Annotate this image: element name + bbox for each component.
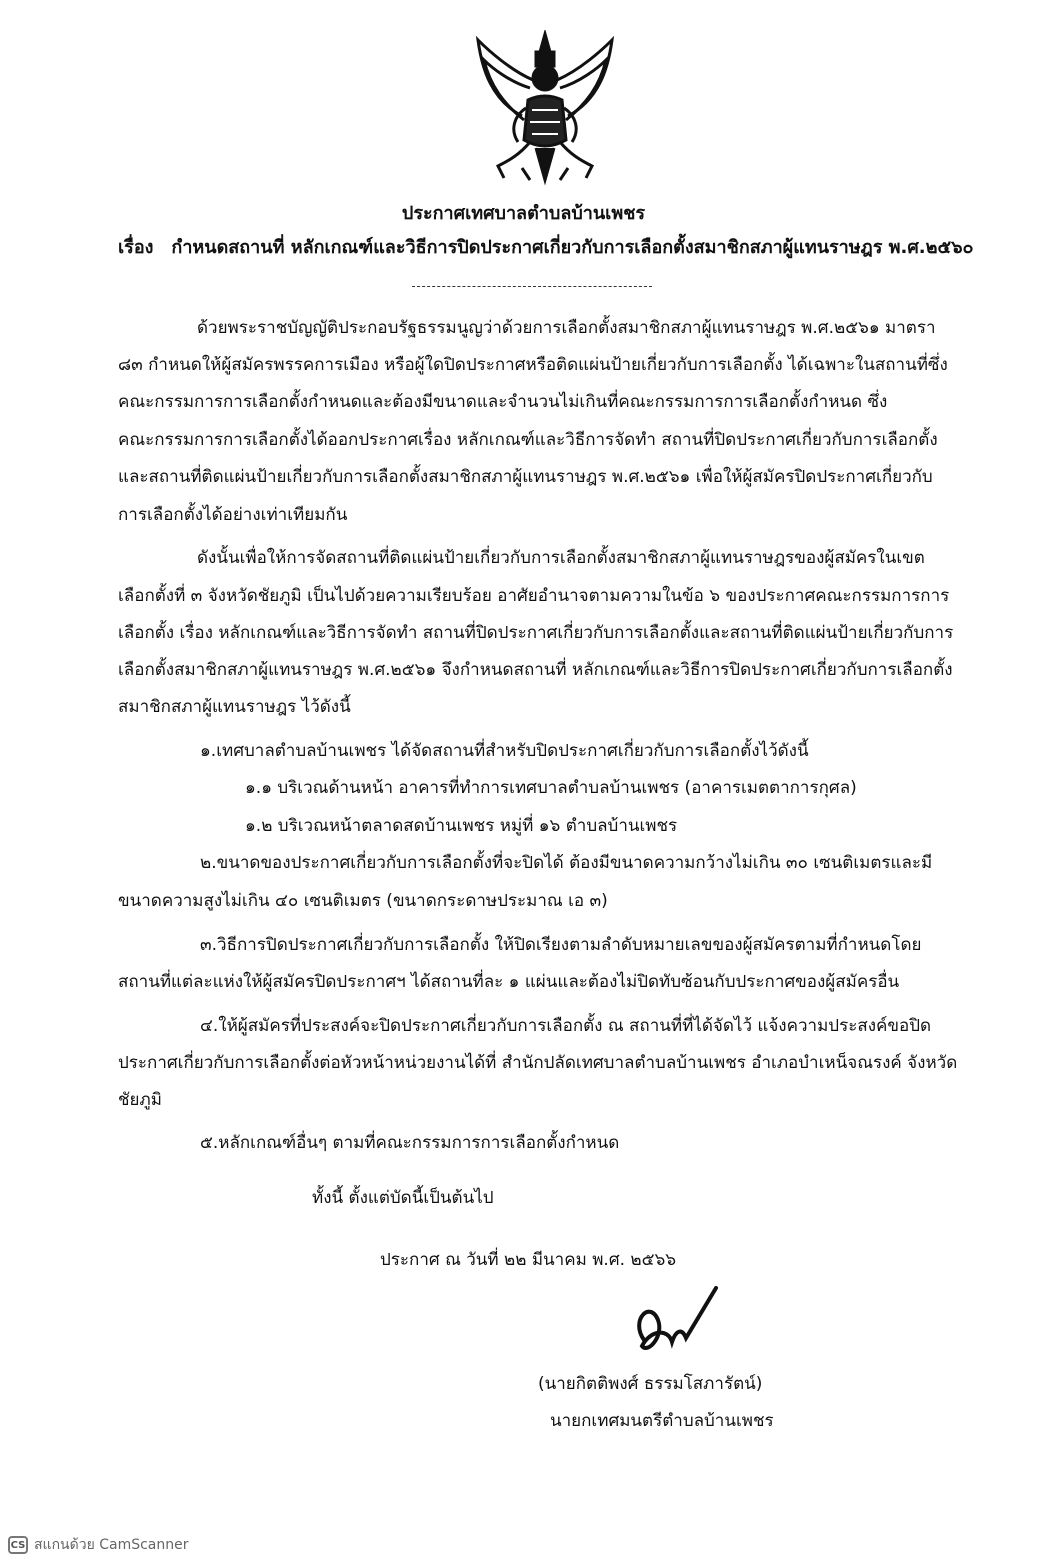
- body-line: การเลือกตั้งได้อย่างเท่าเทียมกัน: [118, 505, 348, 525]
- list-item: ๔.ให้ผู้สมัครที่ประสงค์จะปิดประกาศเกี่ยวกับการเลือกตั้ง ณ สถานที่ที่ได้จัดไว้ แจ้งความประสงค์ขอปิด: [200, 1016, 932, 1036]
- body-line: และสถานที่ติดแผ่นป้ายเกี่ยวกับการเลือกตั้งสมาชิกสภาผู้แทนราษฎร พ.ศ.๒๕๖๑ เพื่อให้ผู้สมัครปิดประกาศเกี่ยวกับ: [118, 467, 933, 487]
- body-line: ดังนั้นเพื่อให้การจัดสถานที่ติดแผ่นป้ายเกี่ยวกับการเลือกตั้งสมาชิกสภาผู้แทนราษฎรของผู้สมัครในเขต: [197, 548, 925, 568]
- subject-text: กำหนดสถานที่ หลักเกณฑ์และวิธีการปิดประกาศเกี่ยวกับการเลือกตั้งสมาชิกสภาผู้แทนราษฎร พ.ศ.๒๕๖๐: [171, 237, 974, 258]
- garuda-emblem: [470, 30, 620, 190]
- camscanner-text: สแกนด้วย CamScanner: [34, 1537, 189, 1553]
- signature: [620, 1280, 730, 1370]
- title-divider: [412, 286, 652, 287]
- body-line: ชัยภูมิ: [118, 1090, 162, 1110]
- subject-label: เรื่อง: [118, 237, 154, 258]
- document-subject: [118, 232, 974, 261]
- effective-date: ทั้งนี้ ตั้งแต่บัดนี้เป็นต้นไป: [312, 1188, 494, 1208]
- announcement-date: ประกาศ ณ วันที่ ๒๒ มีนาคม พ.ศ. ๒๕๖๖: [380, 1250, 677, 1270]
- list-item: ๓.วิธีการปิดประกาศเกี่ยวกับการเลือกตั้ง ให้ปิดเรียงตามลำดับหมายเลขของผู้สมัครตามที่กำหนดโดย: [200, 935, 922, 955]
- list-item: ๑.๑ บริเวณด้านหน้า อาคารที่ทำการเทศบาลตำบลบ้านเพชร (อาคารเมตตาการกุศล): [245, 778, 857, 798]
- body-line: เลือกตั้งที่ ๓ จังหวัดชัยภูมิ เป็นไปด้วยความเรียบร้อย อาศัยอำนาจตามความในข้อ ๖ ของประกาศคณะกรรมการการ: [118, 586, 950, 606]
- list-item: ๑.เทศบาลตำบลบ้านเพชร ได้จัดสถานที่สำหรับปิดประกาศเกี่ยวกับการเลือกตั้งไว้ดังนี้: [200, 741, 809, 761]
- list-item: ๑.๒ บริเวณหน้าตลาดสดบ้านเพชร หมู่ที่ ๑๖ ตำบลบ้านเพชร: [245, 816, 678, 836]
- body-line: สถานที่แต่ละแห่งให้ผู้สมัครปิดประกาศฯ ได้สถานที่ละ ๑ แผ่นและต้องไม่ปิดทับซ้อนกับประกาศของผู้สมัครอื่น: [118, 972, 900, 992]
- body-line: ขนาดความสูงไม่เกิน ๔๐ เซนติเมตร (ขนาดกระดาษประมาณ เอ ๓): [118, 891, 608, 911]
- signatory-name: (นายกิตติพงศ์ ธรรมโสภารัตน์): [538, 1374, 763, 1394]
- body-line: เลือกตั้ง เรื่อง หลักเกณฑ์และวิธีการจัดทำ สถานที่ปิดประกาศเกี่ยวกับการเลือกตั้งและสถานที่ติดแผ่นป้ายเกี่ยวกับการ: [118, 623, 954, 643]
- document-title: ประกาศเทศบาลตำบลบ้านเพชร: [401, 203, 646, 224]
- body-line: ๘๓ กำหนดให้ผู้สมัครพรรคการเมือง หรือผู้ใดปิดประกาศหรือติดแผ่นป้ายเกี่ยวกับการเลือกตั้ง ได้เฉพาะในสถานที่ซึ่ง: [118, 355, 948, 375]
- list-item: ๕.หลักเกณฑ์อื่นๆ ตามที่คณะกรรมการการเลือกตั้งกำหนด: [200, 1133, 620, 1153]
- list-item: ๒.ขนาดของประกาศเกี่ยวกับการเลือกตั้งที่จะปิดได้ ต้องมีขนาดความกว้างไม่เกิน ๓๐ เซนติเมตรและมี: [200, 853, 933, 873]
- body-line: เลือกตั้งสมาชิกสภาผู้แทนราษฎร พ.ศ.๒๕๖๑ จึงกำหนดสถานที่ หลักเกณฑ์และวิธีการปิดประกาศเกี่ยวกับการเลือกตั้ง: [118, 660, 953, 680]
- body-line: คณะกรรมการการเลือกตั้งกำหนดและต้องมีขนาดและจำนวนไม่เกินที่คณะกรรมการการเลือกตั้งกำหนด ซึ่ง: [118, 392, 888, 412]
- camscanner-icon: CS: [8, 1536, 28, 1554]
- body-line: ด้วยพระราชบัญญัติประกอบรัฐธรรมนูญว่าด้วยการเลือกตั้งสมาชิกสภาผู้แทนราษฎร พ.ศ.๒๕๖๑ มาตรา: [197, 318, 936, 338]
- signatory-position: นายกเทศมนตรีตำบลบ้านเพชร: [550, 1411, 774, 1431]
- body-line: ประกาศเกี่ยวกับการเลือกตั้งต่อหัวหน้าหน่วยงานได้ที่ สำนักปลัดเทศบาลตำบลบ้านเพชร อำเภอบำเหน็จณรงค์ จังหวัด: [118, 1053, 958, 1073]
- body-line: สมาชิกสภาผู้แทนราษฎร ไว้ดังนี้: [118, 697, 351, 717]
- camscanner-watermark: [8, 1534, 189, 1556]
- body-line: คณะกรรมการการเลือกตั้งได้ออกประกาศเรื่อง หลักเกณฑ์และวิธีการจัดทำ สถานที่ปิดประกาศเกี่ยวกับการเลือกตั้ง: [118, 430, 938, 450]
